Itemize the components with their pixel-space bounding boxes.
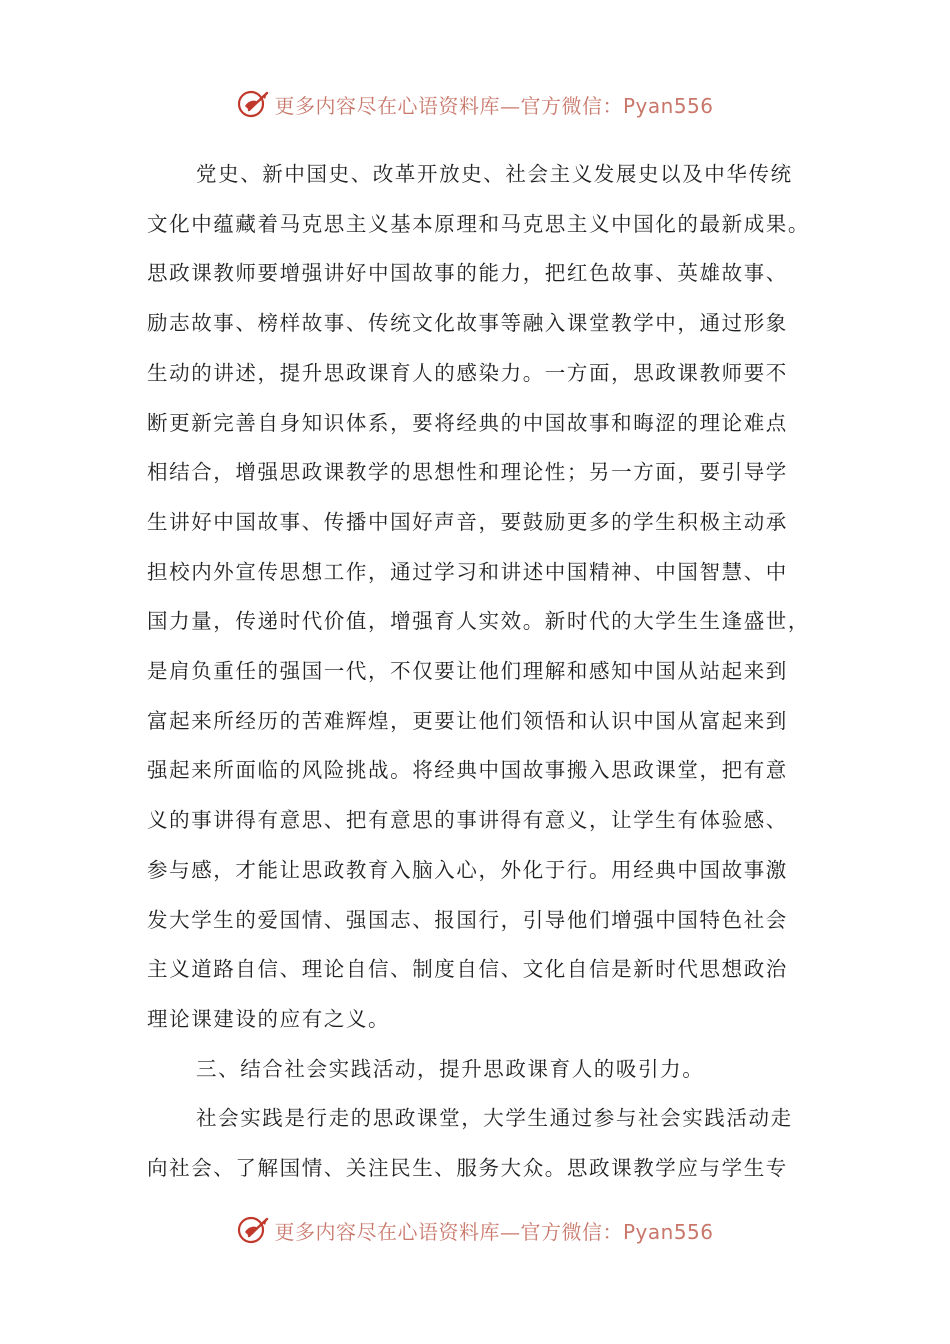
- text-line: 是肩负重任的强国一代，不仅要让他们理解和感知中国从站起来到: [147, 659, 788, 684]
- text-line: 党史、新中国史、改革开放史、社会主义发展史以及中华传统: [196, 162, 793, 186]
- section-heading: 三、结合社会实践活动，提升思政课育人的吸引力。: [196, 1056, 705, 1081]
- watermark-header: [0, 84, 950, 124]
- body-text: [147, 150, 810, 1194]
- text-line: 理论课建设的应有之义。: [147, 1006, 391, 1031]
- text-line: 向社会、了解国情、关注民生、服务大众。思政课教学应与学生专: [147, 1156, 788, 1181]
- text-line: 相结合，增强思政课教学的思想性和理论性；另一方面，要引导学: [147, 460, 788, 485]
- text-line: 生动的讲述，提升思政课育人的感染力。一方面，思政课教师要不: [147, 360, 788, 385]
- text-line: 断更新完善自身知识体系，要将经典的中国故事和晦涩的理论难点: [147, 410, 788, 435]
- text-line: 担校内外宣传思想工作，通过学习和讲述中国精神、中国智慧、中: [147, 559, 788, 584]
- text-line: 主义道路自信、理论自信、制度自信、文化自信是新时代思想政治: [147, 957, 788, 982]
- text-line: 参与感，才能让思政教育入脑入心，外化于行。用经典中国故事激: [147, 857, 788, 882]
- text-line: 强起来所面临的风险挑战。将经典中国故事搬入思政课堂，把有意: [147, 758, 788, 783]
- text-line: 富起来所经历的苦难辉煌，更要让他们领悟和认识中国从富起来到: [147, 708, 788, 733]
- text-line: 生讲好中国故事、传播中国好声音，要鼓励更多的学生积极主动承: [147, 509, 788, 534]
- watermark-text: 更多内容尽在心语资料库—官方微信：Pyan556: [274, 1219, 714, 1244]
- pen-logo-icon: [236, 1213, 270, 1247]
- watermark-footer: [0, 1210, 950, 1250]
- text-line: 义的事讲得有意思、把有意思的事讲得有意义，让学生有体验感、: [147, 808, 788, 833]
- text-line: 思政课教师要增强讲好中国故事的能力，把红色故事、英雄故事、: [147, 261, 788, 286]
- text-line: 国力量，传递时代价值，增强育人实效。新时代的大学生生逢盛世，: [147, 609, 810, 634]
- text-line: 励志故事、榜样故事、传统文化故事等融入课堂教学中，通过形象: [147, 311, 788, 336]
- text-line: 社会实践是行走的思政课堂，大学生通过参与社会实践活动走: [196, 1106, 793, 1131]
- watermark-text: 更多内容尽在心语资料库—官方微信：Pyan556: [274, 93, 714, 118]
- text-line: 发大学生的爱国情、强国志、报国行，引导他们增强中国特色社会: [147, 907, 788, 932]
- text-line: 文化中蕴藏着马克思主义基本原理和马克思主义中国化的最新成果。: [147, 211, 810, 236]
- pen-logo-icon: [236, 87, 270, 121]
